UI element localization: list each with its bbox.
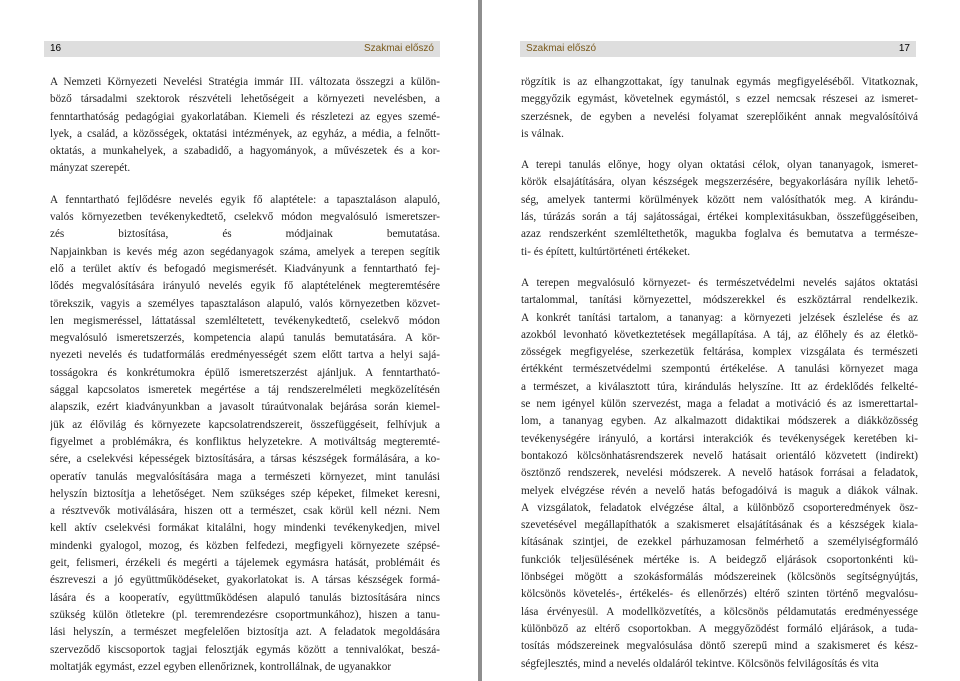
text-line: körök elsajátítására, olyan készségek megszerzésére, begyakorlására nyílik lehető-: [521, 176, 918, 189]
right-page: [482, 0, 960, 681]
text-line: elő a terület aktív és befogadó megismerését. Kiadványunk a fenntartható fej-: [50, 262, 440, 275]
text-line: sére, a cselekvési képességek biztosítására, a társas készségek formálására, a ko-: [50, 453, 440, 466]
text-line: tevékenységére irányuló, a kortársi interakciók és tevékenységek keretében ki-: [521, 432, 918, 445]
text-line: moltatják egymást, ezzel egyben ellenőriznek, kontrollálnak, de ugyanakkor: [50, 660, 392, 673]
text-line: tosítás módszereinek megvalósulása döntő szerepű mind a szakismeret és kész-: [521, 640, 918, 653]
text-line: azaz rendszerként szemléltethetők, magukba foglalva és bemutatva a természe-: [521, 228, 918, 241]
text-line: se nem igényel külön szervezést, maga a feladat a motiváció és az ismerettartal-: [521, 398, 918, 411]
text-line: lási helyszín, a természet megfelelően biztosítja azt. A feladatok megoldására: [50, 626, 440, 639]
text-line: A terepen megvalósuló környezet- és természetvédelmi nevelés sajátos oktatási: [521, 276, 918, 289]
text-line: A konkrét tanítási tartalom, a tananyag: a környezeti jelzések észlelése és az: [521, 311, 918, 324]
right-page-header: [520, 41, 916, 57]
left-page: [0, 0, 478, 681]
text-line: ti- és épített, kultúrtörténeti értékeket.: [521, 245, 690, 258]
text-line: jük az élővilág és környezete kapcsolatrendszereit, összefüggéseit, felhívjuk a: [50, 418, 440, 431]
text-line: helyszín biztosítja a lehetőséget. Nem szükséges szép képeket, filmeket keresni,: [50, 487, 440, 500]
text-line: lődés megvalósítására irányuló nevelés egyik fő alaptételének megteremtésére: [50, 280, 440, 293]
section-title: Szakmai előszó: [526, 43, 597, 54]
text-line: rögzítik is az elhangzottakat, így tanulnak egymás megfigyeléséből. Vitatkoznak,: [521, 76, 918, 88]
text-line: figyelmet a problémákra, és konfliktus helyzetekre. A motiváltság megteremté-: [50, 435, 440, 448]
paragraph-gap: [521, 143, 918, 157]
paragraph: [50, 74, 440, 178]
left-page-header: [44, 41, 440, 57]
text-line: mányzat szerepét.: [50, 162, 131, 175]
text-line: zés biztosítása, és módjainak bemutatása.: [50, 228, 440, 241]
paragraph: [521, 275, 918, 673]
paragraph: [521, 157, 918, 261]
text-line: funkciók teljesülésének mértéke is. A beidegző eljárások csoportonkénti kü-: [521, 553, 918, 566]
text-line: lására és a kooperatív, együttműködésen alapuló tanulás biztosítására nincs: [50, 591, 440, 604]
text-line: zösségek megfigyelése, szerkezetük feltárása, komplex vizsgálata és természeti: [521, 346, 918, 359]
text-line: meggyőzik egymást, követelnek egymástól, s ezzel nemcsak részesei az ismeret-: [521, 93, 918, 106]
text-line: is válnak.: [521, 127, 564, 140]
text-line: kításának szintjei, de ezekkel párhuzamosan felmérhető a személyiségformáló: [521, 536, 918, 549]
section-title: Szakmai előszó: [363, 43, 434, 54]
text-line: értékként természetvédelmi szempontú értékelése. A tanulási környezet maga: [521, 363, 918, 376]
text-line: észreveszi a jó együttműködéseket, gyakorlatokat is. A társas készségek formá-: [50, 574, 440, 587]
text-line: A Nemzeti Környezeti Nevelési Stratégia immár III. változata összegzi a külön-: [50, 76, 440, 88]
text-line: azokból levonható következtetések megállapítása. A táj, az élőhely és az életkö-: [521, 328, 918, 341]
text-line: szevetésével megállapíthatók a szakismeret elsajátításának és a készségek kiala-: [521, 519, 918, 532]
text-line: a résztvevők motiválására, hiszen ott a természet, csak körül kell nézni. Nem: [50, 505, 440, 518]
text-line: A vizsgálatok, feladatok elvégzése által, a különböző csoporteredmények ösz-: [521, 501, 918, 514]
left-page-body: [50, 74, 440, 676]
text-line: különböző az eltérő csoportokban. A meggyőzödést formáló eljárások, a tuda-: [521, 622, 918, 635]
text-line: lyek, a család, a közösségek, oktatási intézmények, az egyház, a média, a felnőtt-: [50, 127, 440, 140]
text-line: kölcsönös követelés-, értékelés- és ellenőrzés) eltérő szinten történő megvalósu-: [521, 588, 918, 601]
text-line: A fenntartható fejlődésre nevelés egyik fő alaptétele: a tapasztaláson alapuló,: [50, 193, 440, 206]
text-line: len megismeréssel, láttatással szemléltetett, tevékenykedtető, cselekvő módon: [50, 314, 440, 327]
text-line: lása érvényesül. A modellközvetítés, a kölcsönös példamutatás eredményessége: [521, 605, 918, 618]
text-line: oktatás, a munkahelyek, a szabadidő, a hagyományok, a művészetek és a kor-: [50, 145, 440, 158]
paragraph-gap: [50, 178, 440, 192]
text-line: lom, a tananyag egyben. Az alkalmazott didaktikai módszerek a diákközösség: [521, 415, 918, 428]
text-line: valós környezetben tevékenykedtető, cselekvő módon megvalósuló ismeretszer-: [50, 211, 440, 224]
text-line: sággal kapcsolatos ismeretek megértése a táj rendszerelméleti megközelítésén: [50, 384, 440, 397]
text-line: melyek elvégzése révén a nevelő hatás befogadóivá is maguk a diákok válnak.: [521, 484, 918, 497]
text-line: lás, túrázás során a táj sajátosságai, értékei komplexitásukban, összefüggéseiben,: [521, 211, 918, 224]
text-line: nyezeti nevelés és tudatformálás eredményességét szem előtt tartva a helyi sajá-: [50, 349, 440, 362]
paragraph: [50, 192, 440, 676]
text-line: operatív tanulás megvalósítására maga a természeti környezet, mint tanulási: [50, 470, 440, 483]
page-number: 17: [898, 43, 910, 54]
text-line: geit, felismeri, érzékeli és megérti a tájelemek egymásra hatását, problémáit és: [50, 557, 440, 570]
text-line: szükség külön ötletekre (pl. teremrendezésre csoportmunkához), hiszen a tanu-: [50, 608, 440, 621]
text-line: törekszik, vagyis a személyes tapasztaláson alapuló, valós környezetben közvet-: [50, 297, 440, 310]
text-line: ösztönző rendszerek, nevelési módszerek. A nevelő hatások forrásai a feladatok,: [521, 467, 918, 480]
text-line: a természet, a kiválasztott túra, kirándulás helyszíne. Itt az érdeklődés felkelté-: [521, 380, 918, 393]
page-number: 16: [50, 43, 62, 54]
text-line: ség, amelyek tantermi körülmények között nem valósíthatók meg. A kirándu-: [521, 193, 918, 206]
text-line: szerzésnek, de egyben a nevelési folyamat szereplőiként annak megvalósítóivá: [521, 110, 918, 123]
text-line: szerveződő kiscsoportok tagjai felosztják egymás között a tennivalókat, beszá-: [50, 643, 440, 656]
text-line: kell aktív cselekvési formákat kitalálni, hogy mindenki tevékenykedjen, mivel: [50, 522, 440, 535]
text-line: lönbségei mögött a szokásformálás módszereinek (kölcsönös segítségnyújtás,: [521, 571, 918, 584]
text-line: megvalósuló ismeretszerzés, kompetencia alapú tanulás bemutatására. A kör-: [50, 332, 440, 345]
paragraph-gap: [521, 261, 918, 275]
text-line: alapszik, ezért kiadványunkban a javasolt túraútvonalak bejárása során kiemel-: [50, 401, 440, 414]
text-line: A terepi tanulás előnye, hogy olyan oktatási célok, olyan tananyagok, ismeret-: [521, 159, 918, 172]
text-line: tosságokra és konkrétumokra épülő ismeretszerzést ajánljuk. A fenntartható-: [50, 366, 440, 379]
right-page-body: [521, 74, 918, 673]
text-line: bontakozó kölcsönhatásrendszerek nevelő hatásait orientáló közvetett (indirekt): [521, 449, 918, 462]
text-line: Napjainkban is kevés még azon segédanyagok száma, amelyek a terepen segítik: [50, 245, 440, 258]
paragraph: [521, 74, 918, 143]
text-line: mindenki gyalogol, mozog, és közben felfedezi, megfigyeli környezete szépsé-: [50, 539, 440, 552]
text-line: fenntarthatóság pedagógiai gyakorlatában. Kiemeli és részletezi az egyes szemé-: [50, 110, 440, 123]
text-line: ségfejlesztés, mind a nevelés oldaláról tekintve. Kölcsönös felvilágosítás és vita: [521, 657, 879, 670]
text-line: böző társadalmi szektorok részvételi lehetőségeit a környezeti nevelésben, a: [50, 93, 440, 106]
text-line: tartalommal, tanítási környezettel, módszerekkel és eszköztárral rendelkezik.: [521, 294, 918, 307]
